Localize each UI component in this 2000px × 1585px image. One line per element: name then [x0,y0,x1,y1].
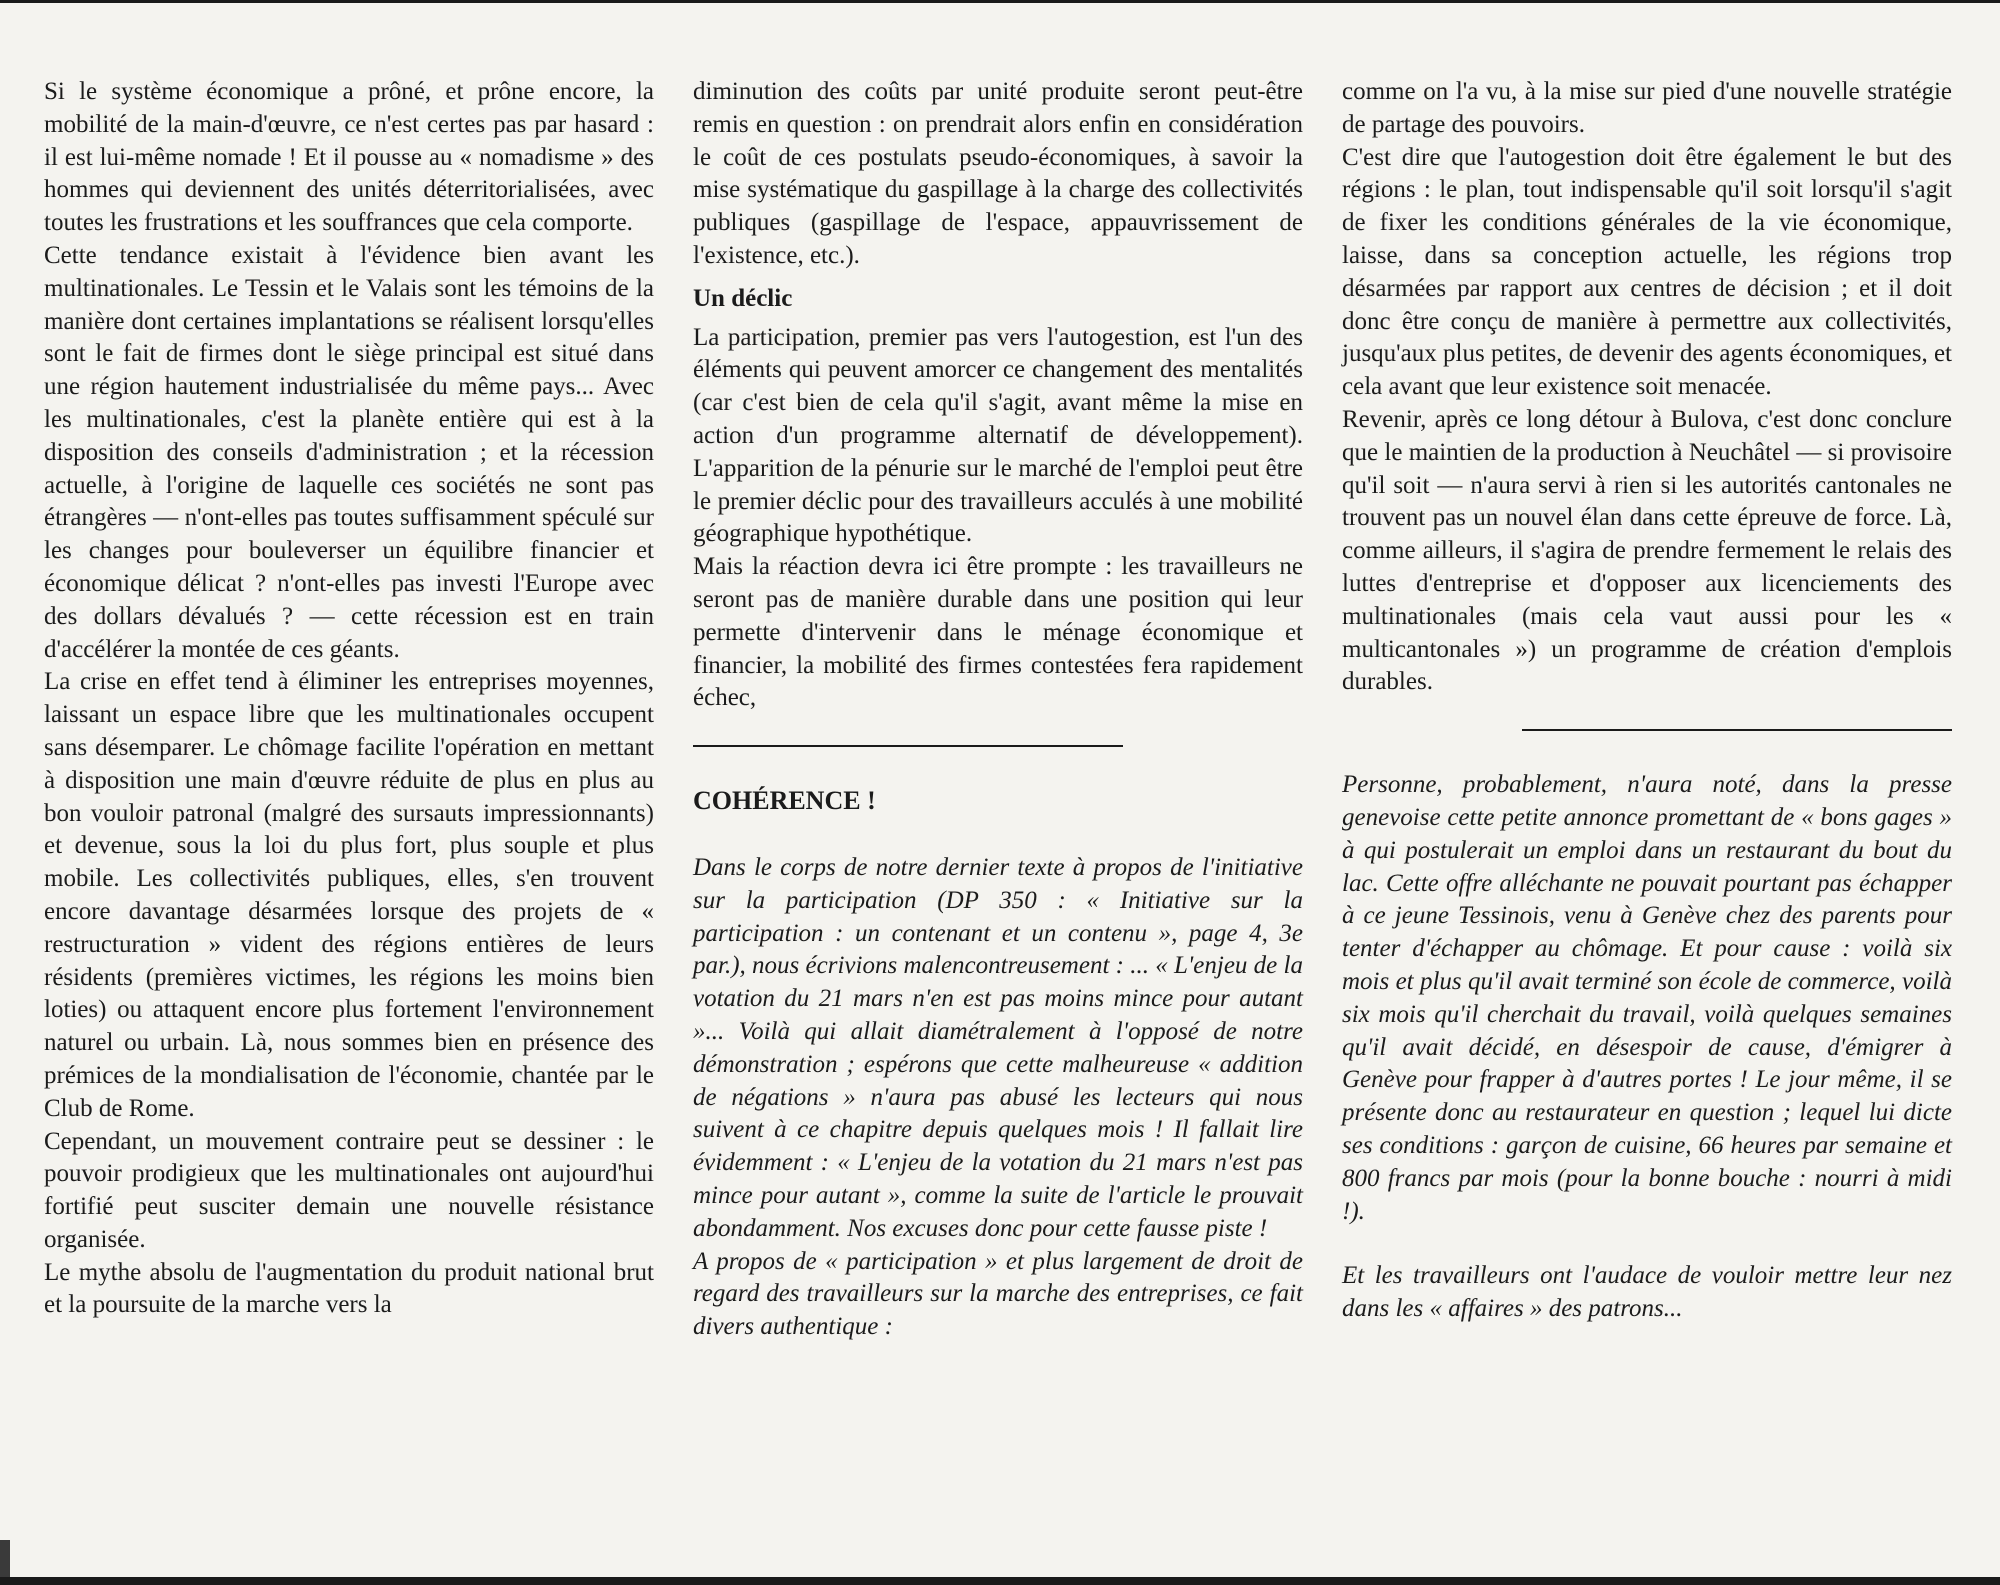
paragraph: diminution des coûts par unité produite seront peut-être remis en question : on prendrait alors enfin en considération le coût de ces postulats pseudo-économiques, à savoir la mise systématique du gaspillage à la charge des collectivités publiques (gaspillage de l'espace, appauvrissement de l'existence, etc.). [693,78,1303,269]
divider-rule [693,745,1123,747]
paragraph: Mais la réaction devra ici être prompte : les travailleurs ne seront pas de manière durable dans une position qui leur permette d'intervenir dans le ménage économique et financier, la mobilité des firmes contestées fera rapidement échec, [693,553,1303,712]
coherence-box-right [1342,769,1952,1326]
italic-paragraph: Dans le corps de notre dernier texte à propos de l'initiative sur la participation (DP 350 : « Initiative sur la participation : un contenant et un contenu », page 4, 3e par.), nous écrivions malencontreusement : ... « L'enjeu de la votation du 21 mars n'en est pas moins mince pour autant »... Voilà qui allait diamétralement à l'opposé de notre démonstration ; espérons que cette malheureuse « addition de négations » n'aura pas abusé les lecteurs qui nous suivent à ce chapitre depuis quelques mois ! Il fallait lire évidemment : « L'enjeu de la votation du 21 mars n'est pas mince pour autant », comme la suite de l'article le prouvait abondamment. Nos excuses donc pour cette fausse piste ! [693,853,1303,1242]
column-2 [693,76,1303,1344]
coherence-box-left [693,852,1303,1344]
italic-paragraph: Personne, probablement, n'aura noté, dans la presse genevoise cette petite annonce promettant de « bons gages » à qui postulerait un emploi dans un restaurant du bout du lac. Cette offre alléchante ne pouvait pourtant pas échapper à ce jeune Tessinois, venu à Genève chez des parents pour tenter d'échapper au chômage. Et pour cause : voilà six mois et plus qu'il avait terminé son école de commerce, voilà six mois qu'il cherchait du travail, voilà quelques semaines qu'il avait décidé, en désespoir de cause, d'émigrer à Genève pour frapper à d'autres portes ! Le jour même, il se présente donc au restaurateur en question ; lequel lui dicte ses conditions : garçon de cuisine, 66 heures par semaine et 800 francs par mois (pour la bonne bouche : nourri à midi !). [1342,771,1952,1225]
italic-paragraph: A propos de « participation » et plus largement de droit de regard des travailleurs sur la marche des entreprises, ce fait divers authentique : [693,1247,1303,1341]
paragraph: La participation, premier pas vers l'autogestion, est l'un des éléments qui peuvent amorcer ce changement des mentalités (car c'est bien de cela qu'il s'agit, avant même la mise en action d'un programme alternatif de développement). L'apparition de la pénurie sur le marché de l'emploi peut être le premier déclic pour des travailleurs acculés à une mobilité géographique hypothétique. [693,323,1303,548]
paragraph: Revenir, après ce long détour à Bulova, c'est donc conclure que le maintien de la production à Neuchâtel — si provisoire qu'il soit — n'aura servi à rien si les autorités cantonales ne trouvent pas un nouvel élan dans cette épreuve de force. Là, comme ailleurs, il s'agira de prendre fermement le relais des luttes d'entreprise et d'opposer aux licenciements des multinationales (mais cela vaut aussi pour les « multicantonales ») un programme de création d'emplois durables. [1342,405,1952,696]
paragraph: La crise en effet tend à éliminer les entreprises moyennes, laissant un espace libre que les multinationales occupent sans désemparer. Le chômage facilite l'opération en mettant à disposition une main d'œuvre réduite de plus en plus au bon vouloir patronal (malgré des sursauts impressionnants) et devenue, sous la loi du plus fort, plus souple et plus mobile. Les collectivités publiques, elles, s'en trouvent encore davantage désarmées lorsque des projets de « restructuration » vident des régions entières de leurs résidents (premières victimes, les régions les moins bien loties) ou attaquent encore plus fortement l'environnement naturel ou urbain. Là, nous sommes bien en présence des prémices de la mondialisation de l'économie, chantée par le Club de Rome. [44,668,654,1122]
bottom-rule [0,1577,2000,1585]
box-title: COHÉRENCE ! [693,786,876,816]
spacer [1342,1228,1952,1260]
paragraph: comme on l'a vu, à la mise sur pied d'une nouvelle stratégie de partage des pouvoirs. [1342,78,1952,138]
section-heading: Un déclic [693,284,793,312]
column-3 [1342,76,1952,1326]
column-1 [44,76,654,1322]
paragraph: Si le système économique a prôné, et prône encore, la mobilité de la main-d'œuvre, ce n'est certes pas par hasard : il est lui-même nomade ! Et il pousse au « nomadisme » des hommes qui deviennent des unités déterritorialisées, avec toutes les frustrations et les souffrances que cela comporte. [44,78,654,237]
top-rule [0,0,2000,3]
paragraph: Cette tendance existait à l'évidence bien avant les multinationales. Le Tessin et le Valais sont les témoins de la manière dont certaines implantations se réalisent lorsqu'elles sont le fait de firmes dont le siège principal est situé dans une région hautement industrialisée du même pays... Avec les multinationales, c'est la planète entière qui est à la disposition des conseils d'administration ; et la récession actuelle, à l'origine de laquelle ces sociétés ne sont pas étrangères — n'ont-elles pas toutes suffisamment spéculé sur les changes pour bouleverser un équilibre financier et économique délicat ? n'ont-elles pas investi l'Europe avec des dollars dévalués ? — cette récession est en train d'accélérer la montée de ces géants. [44,241,654,663]
paragraph: Cependant, un mouvement contraire peut se dessiner : le pouvoir prodigieux que les multinationales ont aujourd'hui fortifié peut susciter demain une nouvelle résistance organisée. [44,1127,654,1253]
paragraph: C'est dire que l'autogestion doit être également le but des régions : le plan, tout indispensable qu'il soit lorsqu'il s'agit de fixer les conditions générales de la vie économique, laisse, dans sa conception actuelle, les régions trop désarmées par rapport aux centres de décision ; et il doit donc être conçu de manière à permettre aux collectivités, jusqu'aux plus petites, de devenir des agents économiques, et cela avant que leur existence soit menacée. [1342,143,1952,401]
paragraph: Le mythe absolu de l'augmentation du produit national brut et la poursuite de la marche vers la [44,1258,654,1319]
divider-rule [1522,729,1952,731]
italic-paragraph: Et les travailleurs ont l'audace de vouloir mettre leur nez dans les « affaires » des patrons... [1342,1262,1952,1323]
